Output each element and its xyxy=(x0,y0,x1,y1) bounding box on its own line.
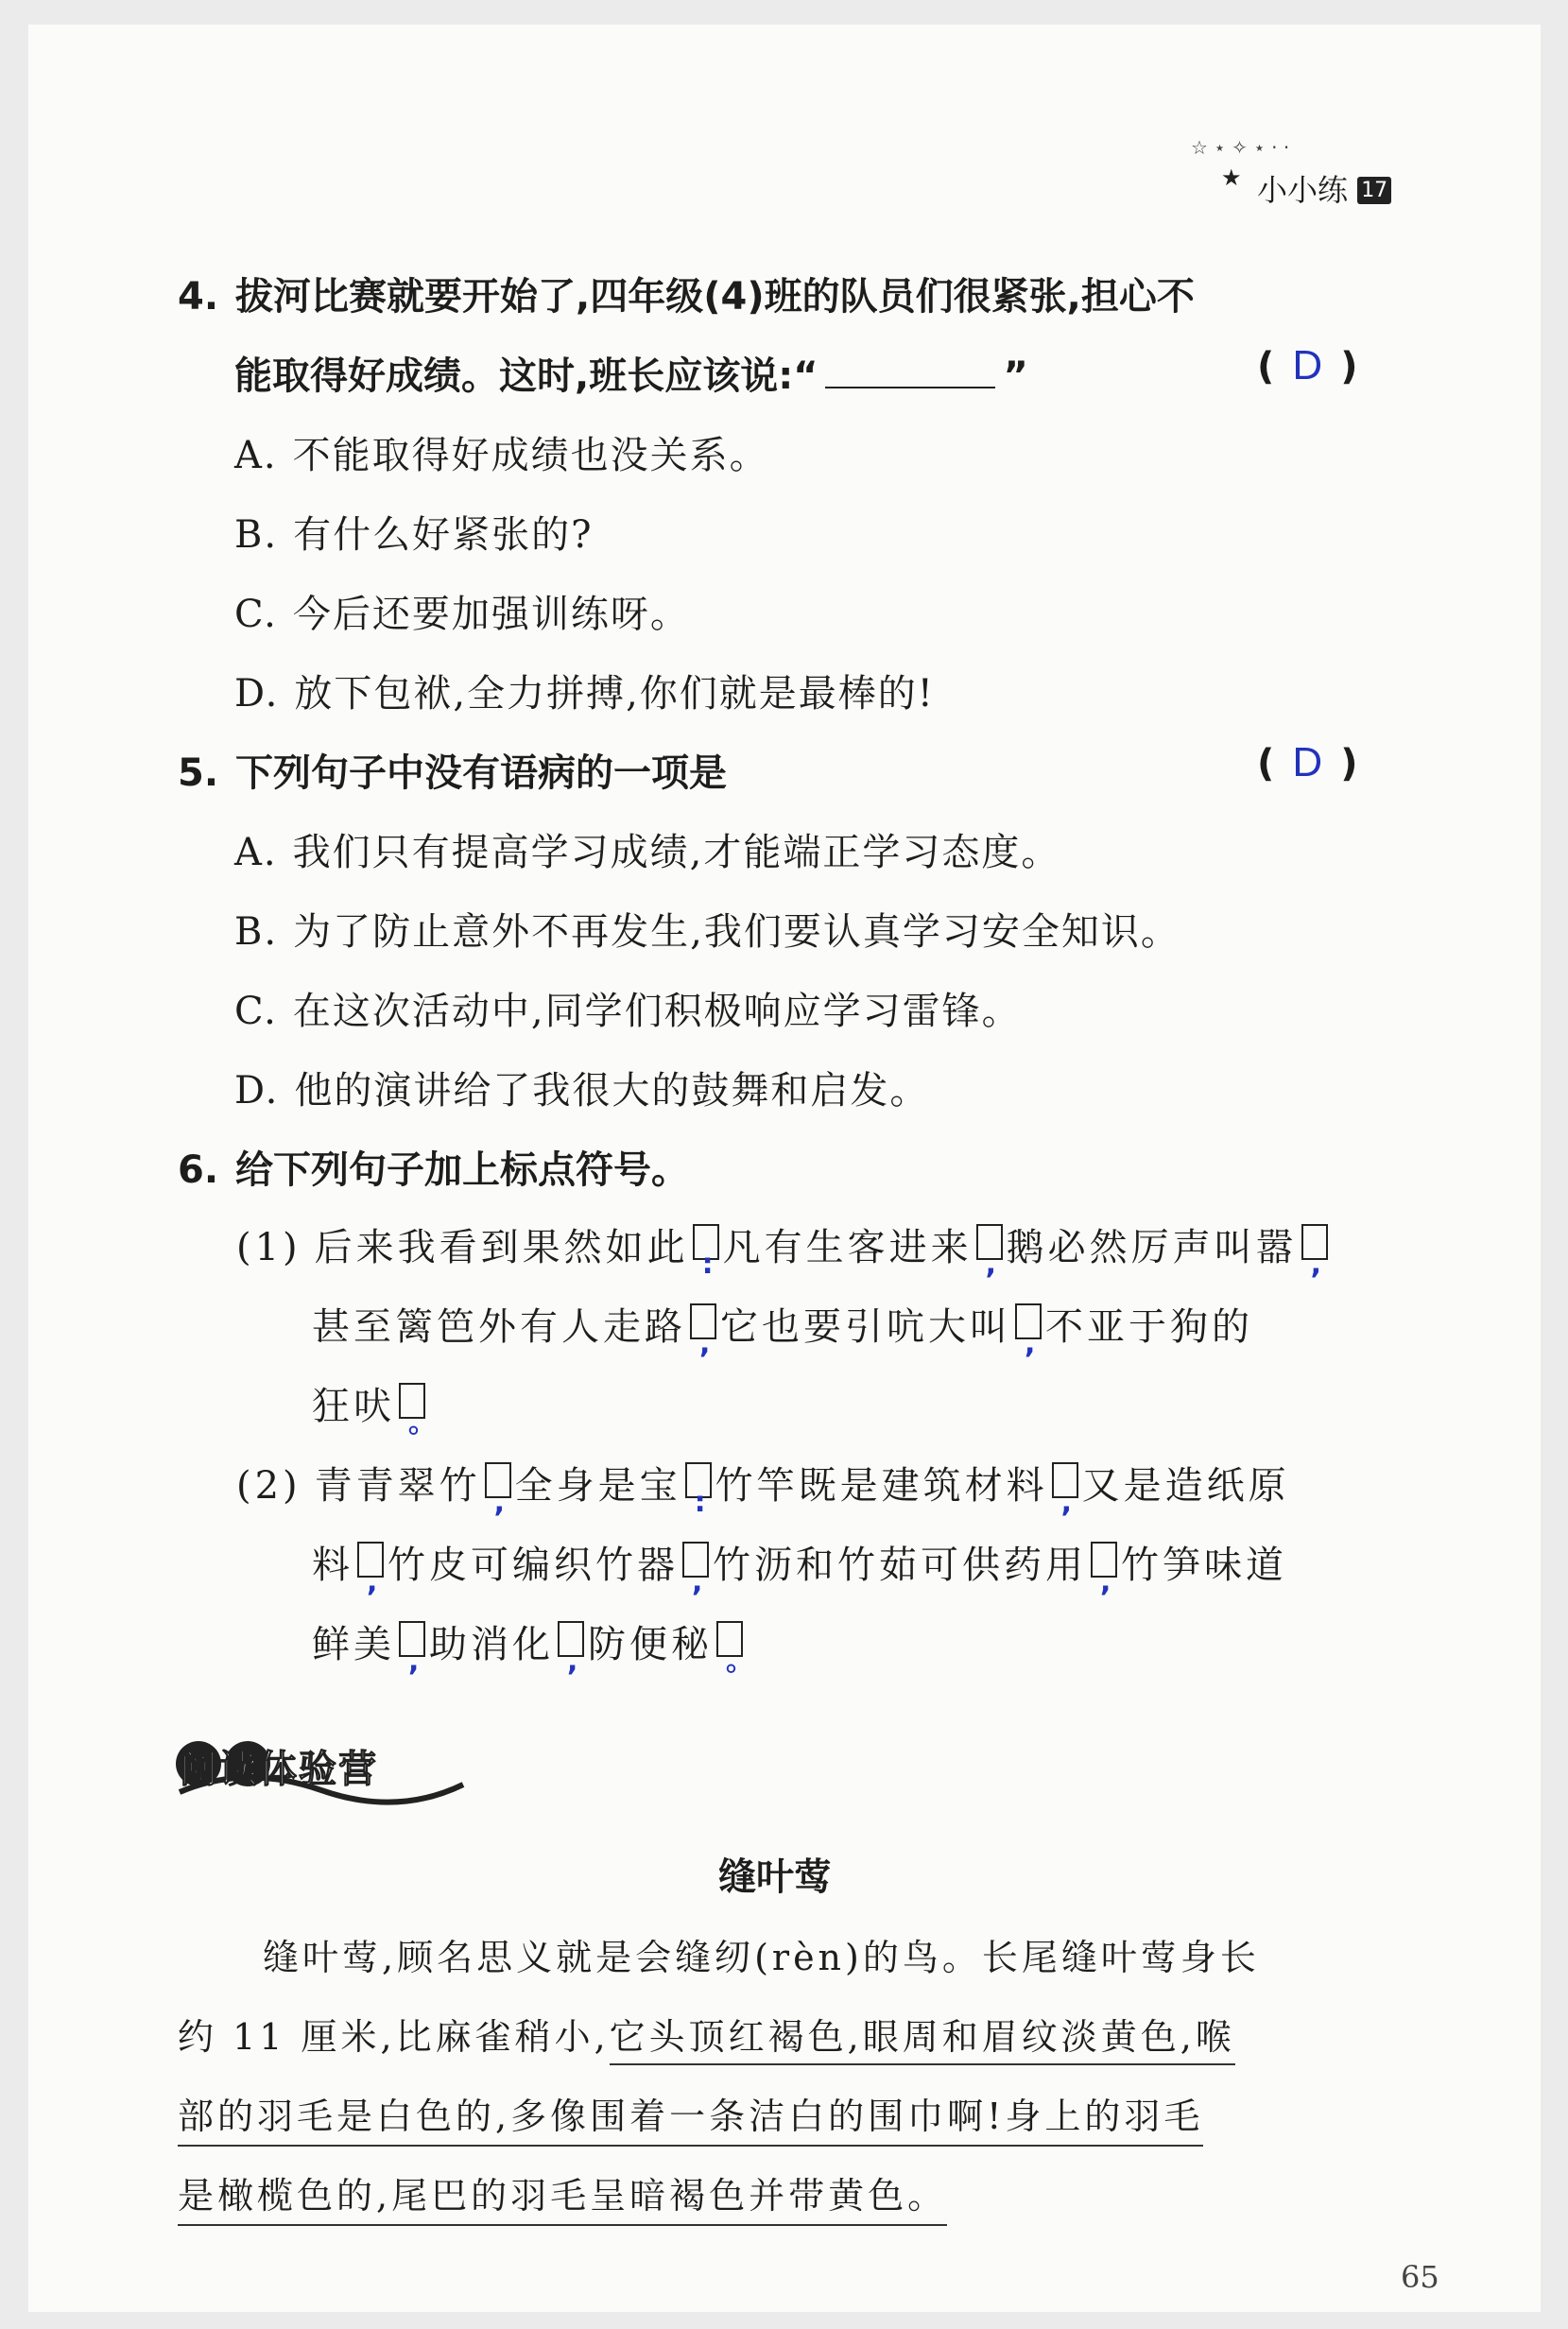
q4-line2 xyxy=(234,346,1028,400)
q6-s2-line3 xyxy=(312,1614,758,1678)
punct-answer: , xyxy=(699,1327,715,1360)
paren-open: ( xyxy=(1257,345,1275,388)
s2-segment: 鲜美 xyxy=(312,1623,395,1666)
q4-option-d xyxy=(234,664,935,717)
q4-number: 4. xyxy=(178,275,219,319)
option-letter: B. xyxy=(234,910,279,954)
punct-box xyxy=(399,1621,425,1678)
lesson-label: 小小练 xyxy=(1257,172,1349,208)
option-text: 放下包袱,全力拼搏,你们就是最棒的! xyxy=(294,672,935,716)
s2-segment: 助消化 xyxy=(429,1623,554,1666)
punct-box xyxy=(1052,1462,1078,1519)
q4-line1 xyxy=(178,267,1195,320)
reading-para-line4: 是橄榄色的,尾巴的羽毛呈暗褐色并带黄色。 xyxy=(178,2166,947,2226)
underlined-text: 它头顶红褐色,眼周和眉纹淡黄色,喉 xyxy=(610,2016,1235,2065)
q5-answer: D xyxy=(1292,739,1323,785)
punct-answer: , xyxy=(493,1486,509,1519)
q4-option-c xyxy=(234,584,690,638)
punct-box xyxy=(1091,1542,1117,1598)
punct-answer: 。 xyxy=(408,1406,440,1440)
s2-segment: 又是造纸原 xyxy=(1081,1464,1290,1508)
option-letter: D. xyxy=(234,672,280,716)
punct-answer: , xyxy=(692,1565,707,1598)
punct-box xyxy=(682,1542,709,1598)
paren-close: ) xyxy=(1340,345,1358,388)
option-text: 不能取得好成绩也没关系。 xyxy=(292,434,769,477)
stars-decoration: ☆ ⋆ ✧ ⋆ · · xyxy=(1191,136,1290,159)
option-letter: A. xyxy=(234,434,278,477)
punct-box xyxy=(558,1621,584,1678)
punct-box xyxy=(690,1303,716,1360)
q4-answer: D xyxy=(1292,342,1323,388)
q4-option-b xyxy=(234,505,594,559)
s2-segment: 竹皮可编织竹器 xyxy=(388,1544,679,1587)
punct-answer: 。 xyxy=(726,1645,758,1678)
lesson-header xyxy=(1257,166,1391,210)
q5-option-b xyxy=(234,902,1180,956)
reading-plain-text: 约 11 厘米,比麻雀稍小, xyxy=(178,2016,610,2058)
q6-s1-line2 xyxy=(312,1297,1253,1360)
punct-box xyxy=(1301,1224,1328,1281)
q5-answer-paren xyxy=(1257,739,1358,786)
q5-option-c xyxy=(234,981,1022,1035)
option-text: 有什么好紧张的? xyxy=(293,513,594,557)
s1-segment: 它也要引吭大叫 xyxy=(720,1305,1011,1349)
q4-option-a xyxy=(234,425,769,479)
workbook-page xyxy=(28,25,1541,2312)
paren-close: ) xyxy=(1340,742,1358,785)
q6-text: 给下列句子加上标点符号。 xyxy=(235,1148,690,1192)
page-number: 65 xyxy=(1401,2259,1439,2295)
lesson-number-badge: 17 xyxy=(1357,177,1391,204)
option-letter: B. xyxy=(234,513,279,557)
punct-answer: , xyxy=(985,1248,1001,1281)
star-icon: ★ xyxy=(1221,164,1242,191)
option-text: 今后还要加强训练呀。 xyxy=(292,593,690,636)
option-letter: C. xyxy=(234,593,278,636)
punct-answer: : xyxy=(701,1248,717,1281)
s2-segment: 竹沥和竹茹可供药用 xyxy=(713,1544,1087,1587)
punct-answer: , xyxy=(1310,1248,1326,1281)
punct-answer: , xyxy=(567,1645,582,1678)
punct-box xyxy=(1015,1303,1042,1360)
option-text: 我们只有提高学习成绩,才能端正学习态度。 xyxy=(292,831,1061,874)
punct-answer: , xyxy=(1025,1327,1040,1360)
q5-option-d xyxy=(234,1061,929,1114)
punct-answer: : xyxy=(694,1486,710,1519)
reading-section-banner xyxy=(170,1726,473,1811)
punct-answer: , xyxy=(1100,1565,1115,1598)
q5-number: 5. xyxy=(178,751,219,795)
option-text: 在这次活动中,同学们积极响应学习雷锋。 xyxy=(292,990,1022,1033)
s1-segment: 甚至篱笆外有人走路 xyxy=(312,1305,686,1349)
punct-box xyxy=(357,1542,384,1598)
punct-answer: , xyxy=(408,1645,423,1678)
punct-box xyxy=(685,1462,712,1519)
paren-open: ( xyxy=(1257,742,1275,785)
q6-line xyxy=(178,1140,689,1194)
q6-s2-line1 xyxy=(236,1456,1290,1519)
q4-blank xyxy=(825,358,995,388)
punct-answer: , xyxy=(1060,1486,1077,1519)
banner-title: 阅读体验营 xyxy=(180,1748,378,1791)
s2-segment: 全身是宝 xyxy=(514,1464,681,1508)
s2-label: (2) xyxy=(236,1464,302,1508)
q6-s2-line2 xyxy=(312,1535,1287,1598)
q4-text-line2: 能取得好成绩。这时,班长应该说:“ xyxy=(234,354,818,398)
option-letter: C. xyxy=(234,990,278,1033)
punct-box xyxy=(693,1224,719,1281)
s1-segment: 凡有生客进来 xyxy=(722,1226,973,1269)
q5-option-a xyxy=(234,822,1060,876)
reading-para-line2 xyxy=(178,2008,1235,2060)
s1-label: (1) xyxy=(236,1226,302,1269)
option-text: 为了防止意外不再发生,我们要认真学习安全知识。 xyxy=(293,910,1180,954)
q4-answer-paren xyxy=(1257,342,1358,389)
s1-segment: 狂吠 xyxy=(312,1385,395,1428)
s1-segment: 后来我看到果然如此 xyxy=(314,1226,689,1269)
punct-box xyxy=(485,1462,511,1519)
q6-s1-line1 xyxy=(236,1217,1332,1281)
q6-s1-line3 xyxy=(312,1376,440,1440)
option-letter: D. xyxy=(234,1069,280,1113)
q4-quote-close: ” xyxy=(1003,354,1028,398)
q4-text-line1: 拔河比赛就要开始了,四年级(4)班的队员们很紧张,担心不 xyxy=(235,275,1195,319)
q5-line xyxy=(178,743,727,797)
s2-segment: 青青翠竹 xyxy=(314,1464,481,1508)
punct-answer: , xyxy=(367,1565,382,1598)
punct-box xyxy=(976,1224,1003,1281)
q5-text: 下列句子中没有语病的一项是 xyxy=(235,751,728,795)
s2-segment: 竹竿既是建筑材料 xyxy=(715,1464,1048,1508)
reading-para-line3: 部的羽毛是白色的,多像围着一条洁白的围巾啊!身上的羽毛 xyxy=(178,2087,1203,2147)
punct-box xyxy=(716,1621,758,1678)
punct-box xyxy=(399,1383,440,1440)
s1-segment: 鹅必然厉声叫嚣 xyxy=(1006,1226,1298,1269)
q6-number: 6. xyxy=(178,1148,219,1192)
reading-title: 缝叶莺 xyxy=(718,1855,832,1899)
s2-segment: 防便秘 xyxy=(588,1623,713,1666)
option-letter: A. xyxy=(234,831,278,874)
s1-segment: 不亚于狗的 xyxy=(1045,1305,1253,1349)
s2-segment: 料 xyxy=(312,1544,353,1587)
s2-segment: 竹笋味道 xyxy=(1121,1544,1287,1587)
option-text: 他的演讲给了我很大的鼓舞和启发。 xyxy=(294,1069,930,1113)
reading-para-line1: 缝叶莺,顾名思义就是会缝纫(rèn)的鸟。长尾缝叶莺身长 xyxy=(263,1937,1260,1978)
